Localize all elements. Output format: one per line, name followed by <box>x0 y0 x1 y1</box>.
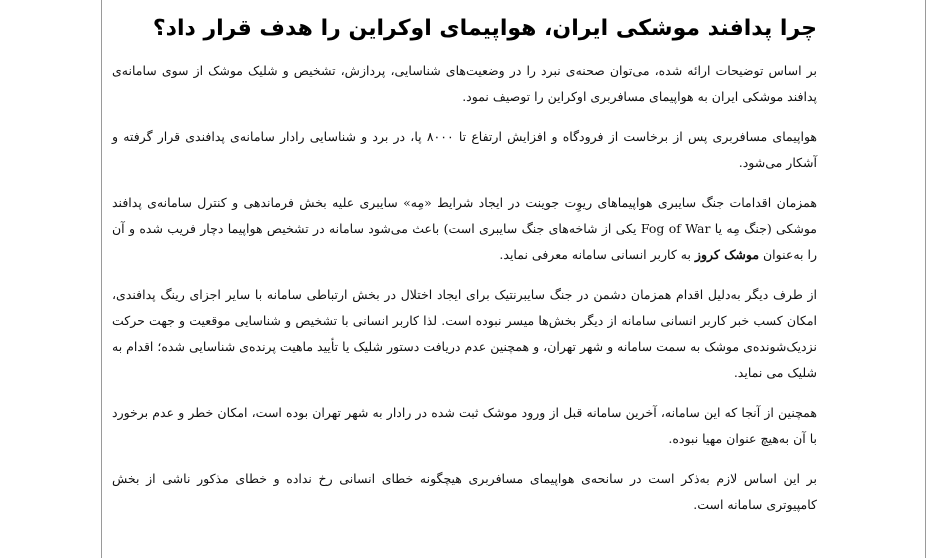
paragraph-1: بر اساس توضیحات ارائه شده، می‌توان صحنه‌ی نبرد را در وضعیت‌های شناسایی، پردازش، تشخیص و شلیک موشک از سوی سامانه‌ی پدافند موشکی ایران به هواپیمای مسافربری اوکراین را توصیف نمود. <box>112 63 817 104</box>
paragraph-5: همچنین از آنجا که این سامانه، آخرین سامانه قبل از ورود موشک ثبت شده در رادار به شهر تهران بوده است، امکان خطر و عدم برخورد با آن به‌هیچ عنوان مهیا نبوده. <box>112 405 817 446</box>
article-title: چرا پدافند موشکی ایران، هواپیمای اوکراین را هدف قرار داد؟ <box>152 16 817 41</box>
paragraph-3-part-a: همزمان اقدامات جنگ سایبری هواپیماهای ریوِت جوینت در ایجاد شرایط «مِه» سایبری علیه بخش فرماندهی و کنترل سامانه‌ی پدافند موشکی (جنگ مِه یا <box>112 195 817 236</box>
paragraph-6: بر این اساس لازم به‌ذکر است در سانحه‌ی هواپیمای مسافربری هیچگونه خطای انسانی رخ نداده و خطای مذکور ناشی از بخش کامپیوتری سامانه است. <box>112 471 817 512</box>
paragraph-3 <box>112 190 817 268</box>
paragraph-3-part-c: به کاربر انسانی سامانه معرفی نماید. <box>499 247 695 262</box>
cruise-missile-term: موشک کروز <box>694 247 760 262</box>
document-frame <box>101 0 926 558</box>
paragraph-4: از طرف دیگر به‌دلیل اقدام همزمان دشمن در جنگ سایبرنتیک برای ایجاد اختلال در بخش ارتباطی سامانه با سایر اجزای رینگ پدافندی، امکان کسب خبر کاربر انسانی سامانه از دیگر بخش‌ها میسر نبوده است. لذا کاربر انسانی با تشخیص و شناسایی موقعیت و جهت حرکت نزدیک‌شونده‌ی موشک به سمت سامانه و شهر تهران، و همچنین عدم دریافت دستور شلیک یا تأیید ماهیت پرنده‌ی شناسایی شده؛ اقدام به شلیک می نماید. <box>112 287 817 380</box>
article-body <box>102 12 925 532</box>
paragraph-2: هواپیمای مسافربری پس از برخاست از فرودگاه و افزایش ارتفاع تا ۸۰۰۰ پا، در برد و شناسایی رادار سامانه‌ی پدافندی قرار گرفته و آشکار می‌شود. <box>112 129 817 170</box>
paragraph-3-part-b: یکی از شاخه‌های جنگ سایبری است) باعث می‌شود سامانه در تشخیص هواپیما دچار فریب شده و آن را به‌عنوان <box>112 221 817 262</box>
fog-of-war-term: Fog of War <box>640 221 711 236</box>
